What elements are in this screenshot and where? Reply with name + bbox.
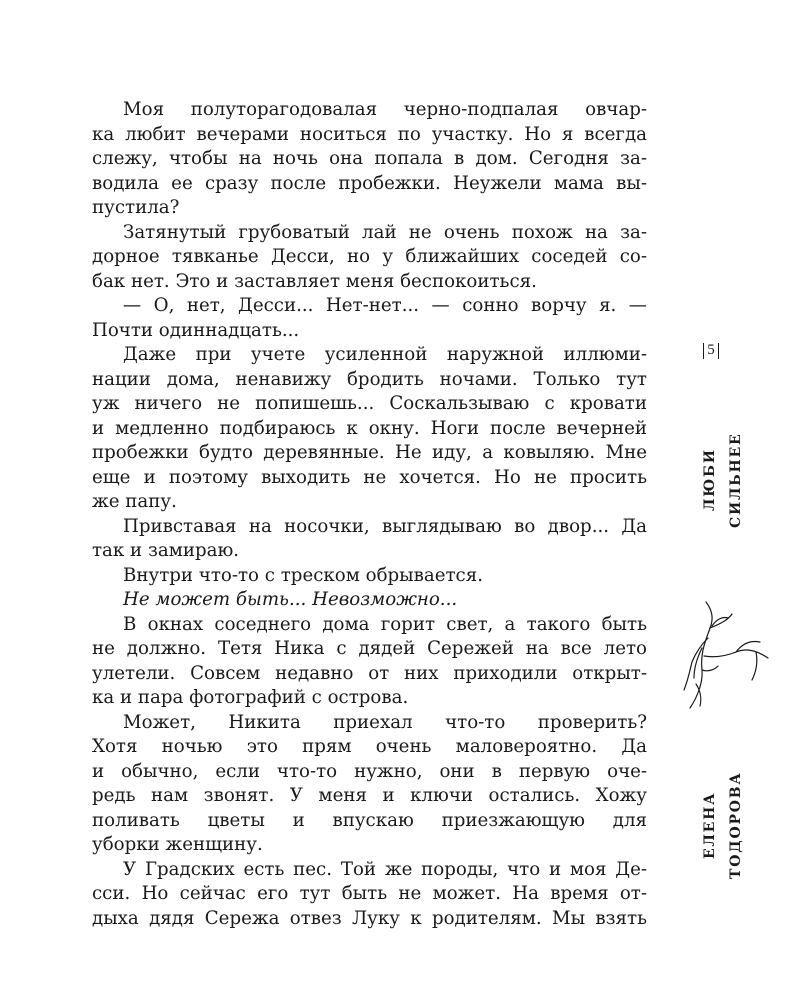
text-line: Не может быть... Невозможно... — [123, 589, 458, 610]
text-line: пробежки будто деревянные. Не иду, а ковыляю. Мне — [92, 442, 647, 463]
page-number-value: 5 — [707, 342, 715, 358]
text-line: редь нам звонят. У меня и ключи остались. Хожу — [92, 785, 647, 806]
page-number — [700, 342, 722, 368]
body-text — [92, 98, 647, 931]
text-line: водила ее сразу после пробежки. Неужели мама вы- — [92, 172, 647, 194]
text-line: Внутри что-то с треском обрывается. — [123, 564, 484, 586]
text-line: дорное тявканье Десси, но у ближайших соседей со- — [92, 246, 647, 267]
text-line: Даже при учете усиленной наружной иллюми- — [123, 344, 647, 365]
running-head-author: ЕЛЕНА ТОДОРОВА — [702, 771, 744, 879]
text-line: не должно. Тетя Ника с дядей Сережей на все лето — [92, 638, 647, 659]
text-line: В окнах соседнего дома горит свет, а такого быть — [123, 613, 647, 635]
text-line: поливать цветы и впускаю приезжающую для — [92, 809, 647, 831]
text-line: Моя полуторагодовалая черно-подпалая овчар- — [123, 99, 647, 120]
page-number-right-rule — [718, 343, 719, 359]
text-line: уж ничего не попишешь... Соскальзываю с кровати — [92, 393, 647, 414]
running-head-book-title: ЛЮБИ СИЛЬНЕЕ — [702, 432, 744, 528]
text-line: и обычно, если что-то нужно, они в первую оче- — [92, 760, 647, 782]
text-line: дыха дядя Сережа отвез Луку к родителям. Мы взять — [92, 907, 647, 929]
text-line: Почти одиннадцать... — [92, 319, 300, 341]
text-line: слежу, чтобы на ночь она попала в дом. Сегодня за- — [92, 148, 647, 169]
text-line: ка любит вечерами носиться по участку. Но я всегда — [92, 123, 647, 145]
text-line: же папу. — [92, 491, 177, 512]
text-line: пустила? — [92, 197, 180, 218]
text-line: Может, Никита приехал что-то проверить? — [123, 711, 647, 733]
text-line: — О, нет, Десси... Нет-нет... — сонно ворчу я. — — [123, 295, 647, 316]
text-line: Хотя ночью это прям очень маловероятно. Да — [92, 736, 647, 757]
text-line: ка и пара фотографий с острова. — [92, 687, 409, 708]
text-line: еще и поэтому выходить не хочется. Но не просить — [92, 466, 647, 488]
text-line: и медленно подбираюсь к окну. Ноги после вечерней — [92, 417, 647, 439]
text-line: сси. Но сейчас его тут быть не может. На время от- — [92, 883, 647, 904]
text-line: так и замираю. — [92, 540, 240, 561]
text-line: Затянутый грубоватый лай не очень похож на за- — [123, 221, 647, 243]
page-number-left-rule — [703, 343, 704, 359]
text-line: Привставая на носочки, выглядываю во двор... Да — [123, 515, 647, 537]
text-line: нации дома, ненавижу бродить ночами. Только тут — [92, 368, 647, 390]
text-line: У Градских есть пес. Той же породы, что и моя Де- — [123, 858, 647, 880]
text-line: улетели. Совсем недавно от них приходили открыт- — [92, 662, 647, 684]
text-line: бак нет. Это и заставляет меня беспокоиться. — [92, 270, 537, 292]
branch-ornament-icon — [672, 600, 782, 710]
text-line: уборки женщину. — [92, 834, 263, 855]
